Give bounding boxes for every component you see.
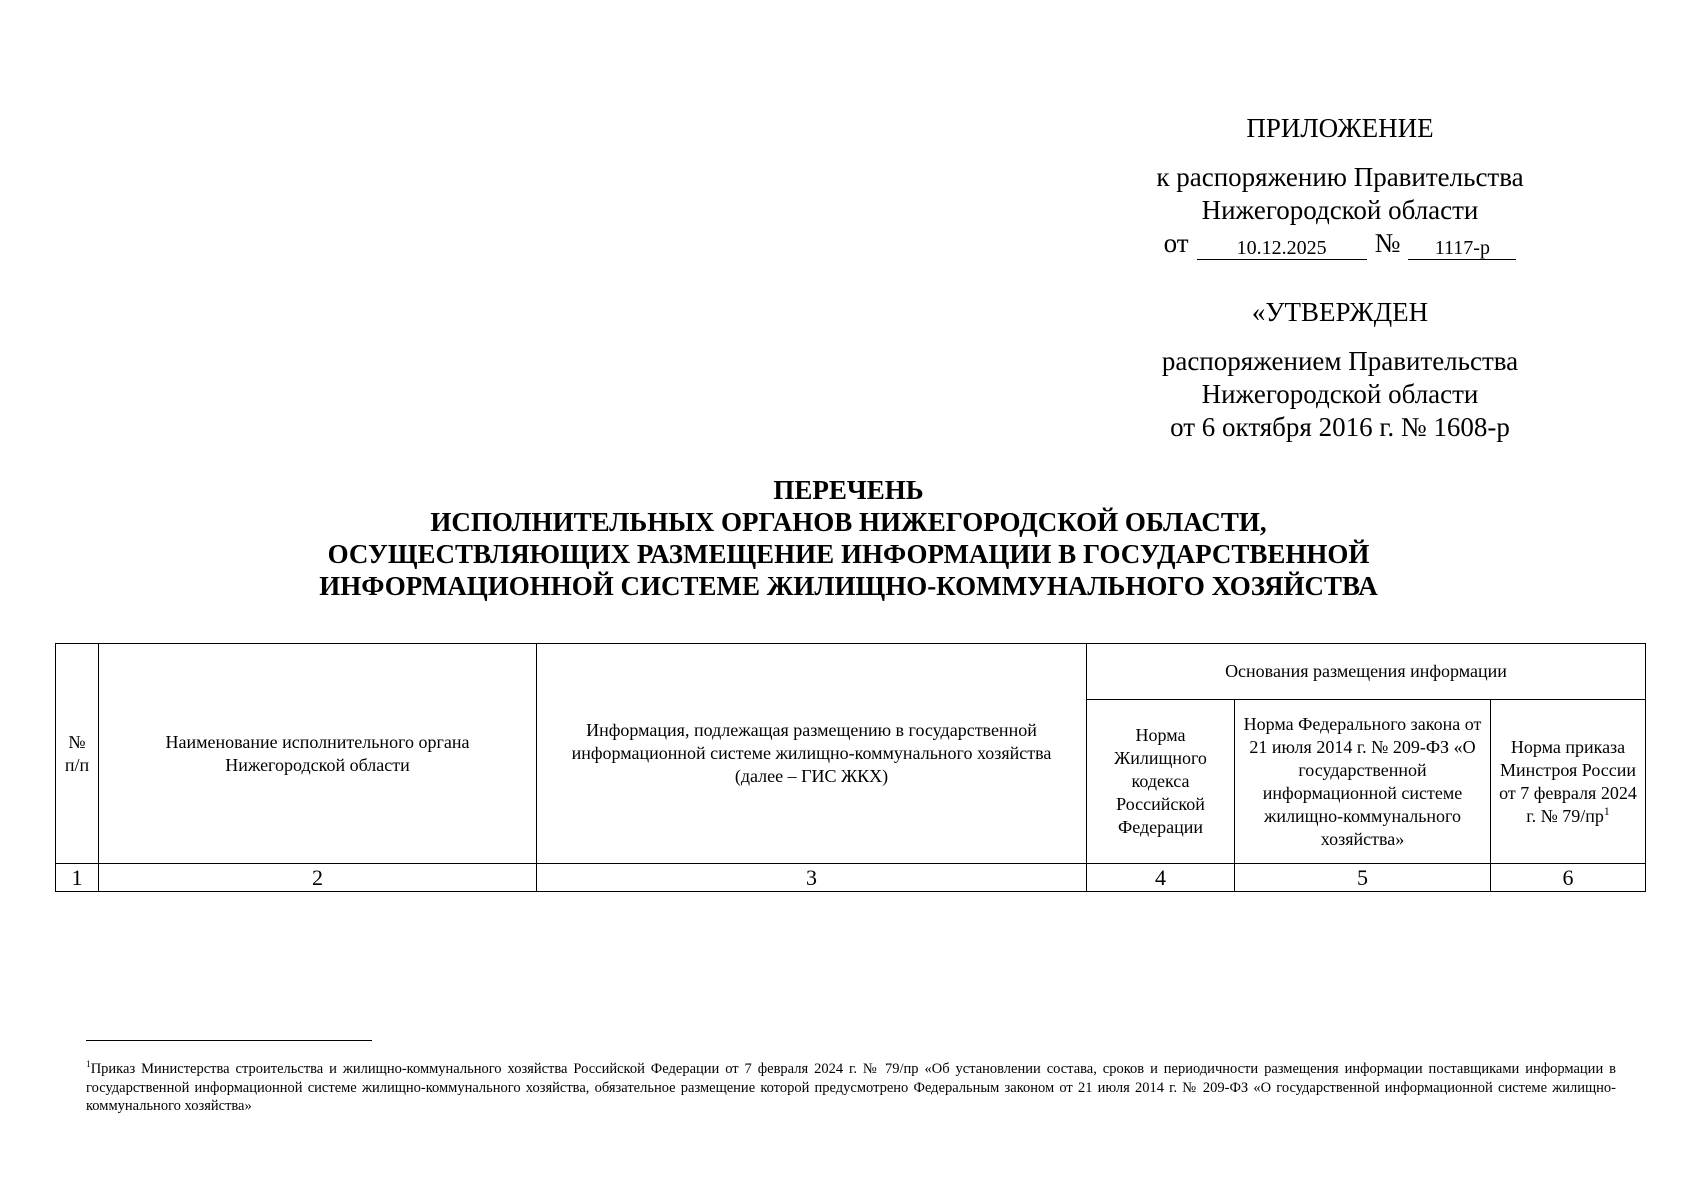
from-label: от: [1163, 228, 1189, 258]
header-grounds-group: Основания размещения информации: [1087, 644, 1646, 700]
column-number-3: 3: [537, 864, 1087, 892]
footnote-text: Приказ Министерства строительства и жилищно-коммунального хозяйства Российской Федерации от 7 февраля 2024 г. № 79/пр «Об установлении состава, сроков и периодичности размещения информации поставщиками информации в государственной информационной системе жилищно-коммунального хозяйства, обязательное размещение которой предусмотрено Федеральным законом от 21 июля 2014 г. № 209-ФЗ «О государственной информационной системе жилищно-коммунального хозяйства»: [86, 1061, 1616, 1114]
appendix-block: [1100, 112, 1580, 260]
appendix-title: ПРИЛОЖЕНИЕ: [1246, 113, 1434, 143]
table-row: [56, 864, 1646, 892]
footnote: [86, 1060, 1616, 1116]
table-header-row: [56, 644, 1646, 700]
heading-line-4: ИНФОРМАЦИОННОЙ СИСТЕМЕ ЖИЛИЩНО-КОММУНАЛЬНОГО ХОЗЯЙСТВА: [319, 571, 1378, 601]
approved-block: [1100, 296, 1580, 444]
header-housing-code: Норма Жилищного кодекса Российской Федерации: [1087, 700, 1235, 864]
header-information: Информация, подлежащая размещению в государственной информационной системе жилищно-коммунального хозяйства (далее – ГИС ЖКХ): [537, 644, 1087, 864]
column-number-1: 1: [56, 864, 99, 892]
approved-line-1: распоряжением Правительства: [1161, 346, 1519, 376]
organs-table: [55, 643, 1646, 892]
document-heading: [0, 474, 1697, 602]
approved-line-2: Нижегородской области: [1201, 379, 1479, 409]
header-number: № п/п: [56, 644, 99, 864]
heading-line-1: ПЕРЕЧЕНЬ: [773, 475, 924, 505]
appendix-line-1: к распоряжению Правительства: [1156, 162, 1524, 192]
heading-line-2: ИСПОЛНИТЕЛЬНЫХ ОРГАНОВ НИЖЕГОРОДСКОЙ ОБЛАСТИ,: [430, 507, 1267, 537]
approved-title: «УТВЕРЖДЕН: [1251, 297, 1429, 327]
column-number-4: 4: [1087, 864, 1235, 892]
column-number-2: 2: [99, 864, 537, 892]
footnote-ref: 1: [1603, 804, 1610, 818]
header-federal-law: Норма Федерального закона от 21 июля 2014 г. № 209-ФЗ «О государственной информационной системе жилищно-коммунального хозяйства»: [1235, 700, 1491, 864]
appendix-number-line: [1100, 227, 1580, 260]
appendix-line-2: Нижегородской области: [1201, 195, 1479, 225]
order-number: 1117-р: [1408, 237, 1516, 260]
column-number-6: 6: [1491, 864, 1646, 892]
header-organ-name: Наименование исполнительного органа Нижегородской области: [99, 644, 537, 864]
number-label: №: [1374, 228, 1401, 258]
heading-line-3: ОСУЩЕСТВЛЯЮЩИХ РАЗМЕЩЕНИЕ ИНФОРМАЦИИ В ГОСУДАРСТВЕННОЙ: [327, 539, 1370, 569]
order-date: 10.12.2025: [1197, 237, 1367, 260]
header-minstroy-order: Норма приказа Минстроя России от 7 февраля 2024 г. № $79/пр^1$: [1491, 700, 1646, 864]
column-number-5: 5: [1235, 864, 1491, 892]
footnote-divider: [86, 1040, 372, 1041]
footnote-marker: 1: [86, 1060, 91, 1071]
approved-line-3: от 6 октября 2016 г. № 1608-р: [1170, 412, 1510, 442]
